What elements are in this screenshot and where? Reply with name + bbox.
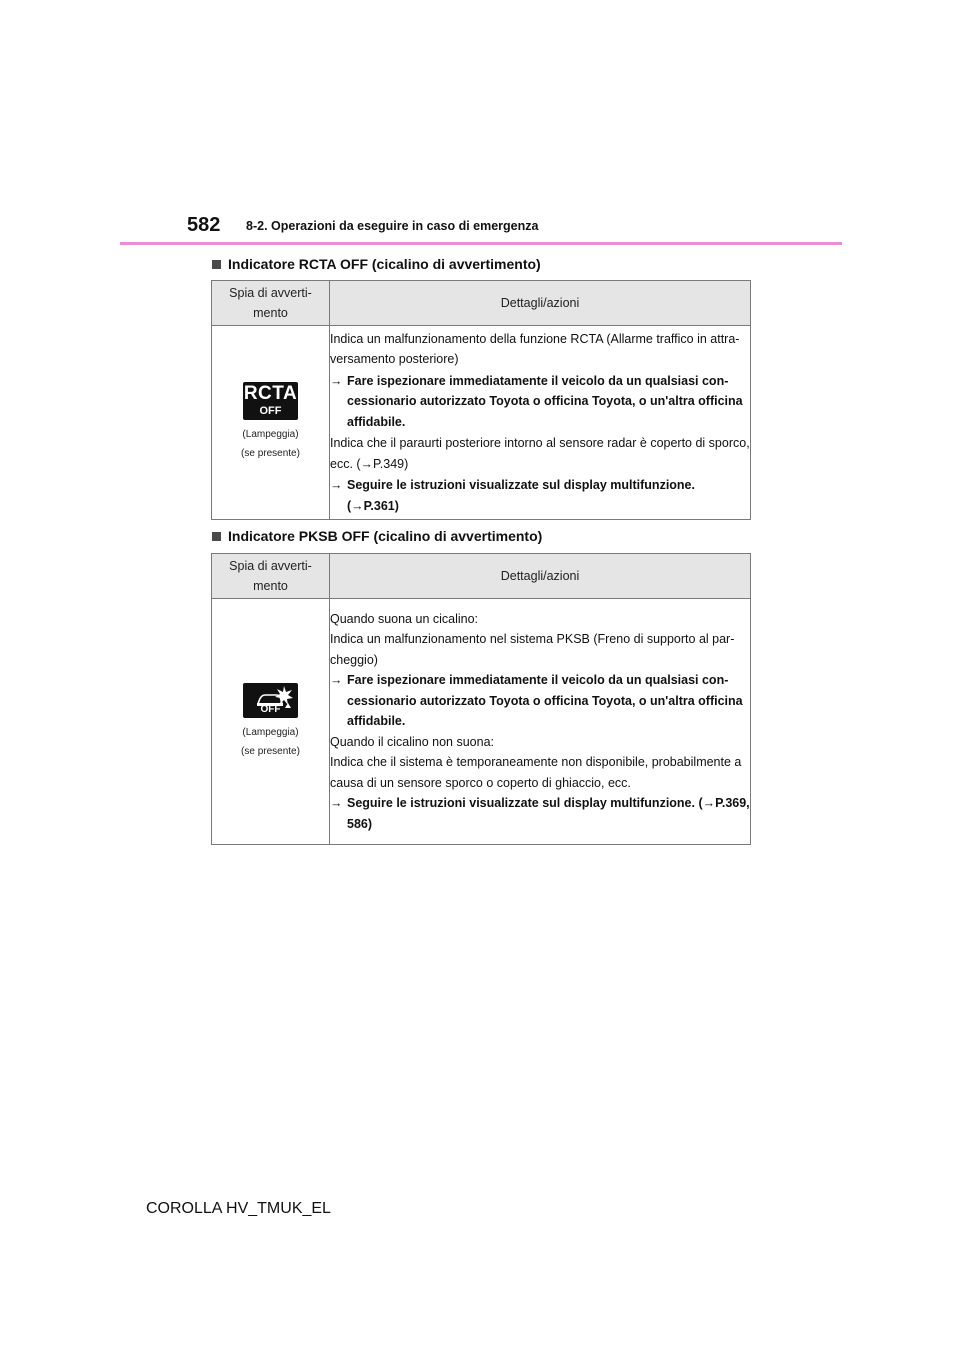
page-number: 582 — [187, 214, 221, 236]
header-rule — [120, 242, 842, 245]
square-bullet-icon — [212, 260, 221, 269]
pksb-heading-text: Indicatore PKSB OFF (cicalino di avvertimento) — [228, 528, 543, 544]
pksb-action-1: → Fare ispezionare immediatamente il veicolo da un qualsiasi con-cessionario autorizzato Toyota o officina Toyota, o un'altra officina affidabile. — [330, 670, 750, 732]
pksb-p4: Indica che il sistema è temporaneamente non disponibile, probabilmente a causa di un sensore sporco o coperto di ghiaccio, ecc. — [330, 755, 742, 790]
col-header-details: Dettagli/azioni — [330, 554, 751, 599]
pksb-p1: Quando suona un cicalino: — [330, 611, 479, 626]
pksb-p3: Quando il cicalino non suona: — [330, 734, 495, 749]
rcta-heading — [212, 256, 541, 272]
arrow-icon: → — [330, 478, 343, 493]
rcta-heading-text: Indicatore RCTA OFF (cicalino di avvertimento) — [228, 256, 541, 272]
section-title: 8-2. Operazioni da eseguire in caso di emergenza — [246, 219, 539, 233]
rcta-p1: Indica un malfunzionamento della funzione RCTA (Allarme traffico in attra-versamento posteriore) — [330, 331, 740, 367]
arrow-icon: → — [330, 373, 343, 388]
pksb-icon-cell — [212, 599, 330, 845]
rcta-off-icon: RCTA OFF — [243, 382, 298, 420]
pksb-caption-flashing: (Lampeggia) — [242, 726, 299, 738]
pksb-p2: Indica un malfunzionamento nel sistema PKSB (Freno di supporto al par-cheggio) — [330, 632, 735, 667]
pksb-caption-if-equipped: (se presente) — [241, 745, 300, 757]
arrow-icon: → — [330, 673, 343, 688]
arrow-icon: → — [330, 796, 343, 811]
pksb-table — [211, 553, 751, 845]
rcta-action-1: → Fare ispezionare immediatamente il veicolo da un qualsiasi con-cessionario autorizzato Toyota o officina Toyota, o un'altra officina affidabile. — [330, 371, 750, 433]
rcta-caption-flashing: (Lampeggia) — [242, 429, 299, 440]
rcta-p2: Indica che il paraurti posteriore intorno al sensore radar è coperto di sporco, ecc. (→P.349) — [330, 436, 750, 471]
pksb-heading — [212, 528, 542, 544]
col-header-details: Dettagli/azioni — [330, 281, 751, 326]
rcta-icon-cell — [212, 326, 330, 520]
footer-model-code: COROLLA HV_TMUK_EL — [146, 1200, 331, 1217]
col-header-warning-light: Spia di avverti-mento — [212, 281, 330, 326]
col-header-warning-light: Spia di avverti-mento — [212, 554, 330, 599]
rcta-table — [211, 280, 751, 520]
rcta-action-2: → Seguire le istruzioni visualizzate sul display multifunzione. (→P.361) — [330, 475, 750, 516]
pksb-off-icon: OFF — [243, 683, 298, 718]
square-bullet-icon — [212, 532, 221, 541]
rcta-caption-if-equipped: (se presente) — [241, 448, 300, 459]
pksb-action-2: → Seguire le istruzioni visualizzate sul display multifunzione. (→P.369, 586) — [330, 793, 750, 834]
pksb-details — [330, 599, 751, 845]
rcta-details — [330, 326, 751, 520]
